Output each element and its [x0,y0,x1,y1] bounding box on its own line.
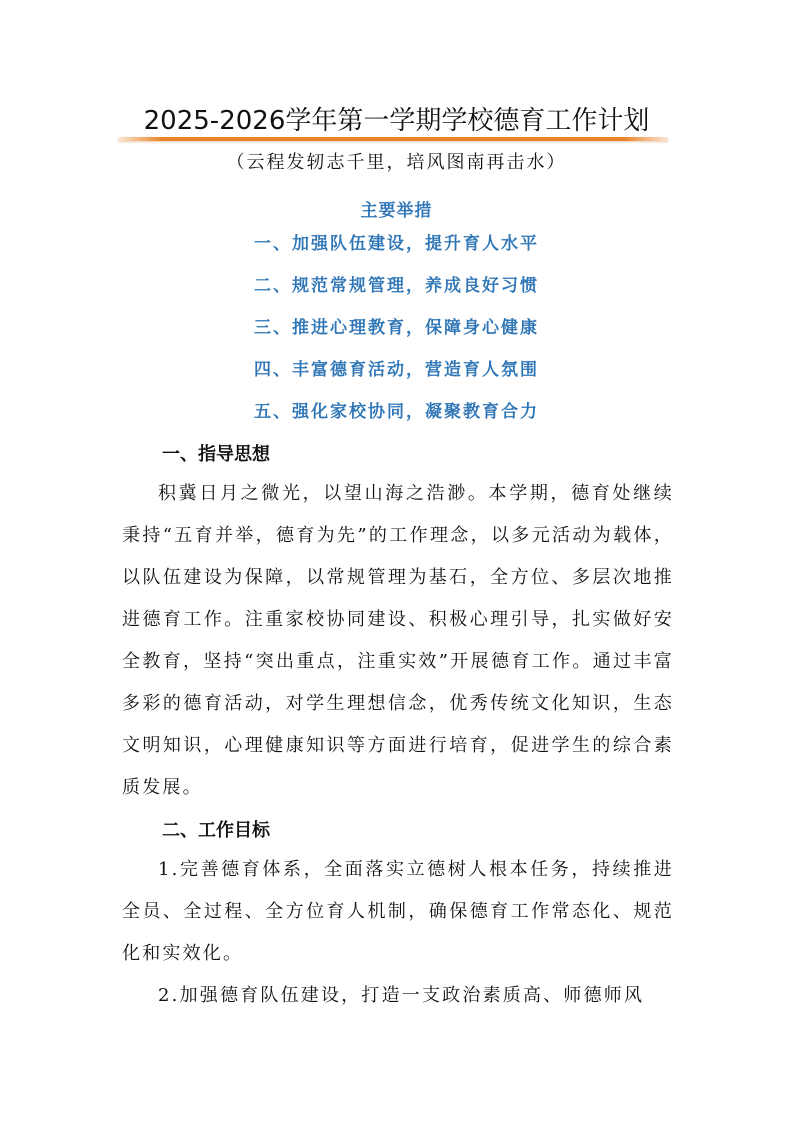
paragraph-goal-2: 2.加强德育队伍建设，打造一支政治素质高、师德师风 [158,985,645,1006]
measures-list [100,232,693,442]
measures-heading: 主要举措 [360,201,433,221]
measure-item: 四、丰富德育活动，营造育人氛围 [254,360,539,380]
document-subtitle: （云程发轫志千里，培风图南再击水） [226,152,567,173]
measure-item: 二、规范常规管理，养成良好习惯 [254,276,539,296]
paragraph-guiding-ideology: 积冀日月之微光，以望山海之浩渺。本学期，德育处继续秉持“五育并举，德育为先”的工作理念，以多元活动为载体，以队伍建设为保障，以常规管理为基石，全方位、多层次地推进德育工作。注重家校协同建设、积极心理引导，扎实做好安全教育，坚持“突出重点，注重实效”开展德育工作。通过丰富多彩的德育活动，对学生理想信念，优秀传统文化知识，生态文明知识，心理健康知识等方面进行培育，促进学生的综合素质发展。 [122,483,674,798]
document-title: 2025-2026学年第一学期学校德育工作计划 [143,106,650,136]
measure-item: 三、推进心理教育，保障身心健康 [254,318,539,338]
section-heading-work-goals: 二、工作目标 [162,820,270,841]
measure-item: 五、强化家校协同，凝聚教育合力 [254,402,539,422]
paragraph-goal-1: 1.完善德育体系，全面落实立德树人根本任务，持续推进全员、全过程、全方位育人机制，确保德育工作常态化、规范化和实效化。 [122,859,674,964]
title-underline [118,137,668,141]
measure-item: 一、加强队伍建设，提升育人水平 [254,234,539,254]
section-heading-guiding-ideology: 一、指导思想 [162,444,270,465]
